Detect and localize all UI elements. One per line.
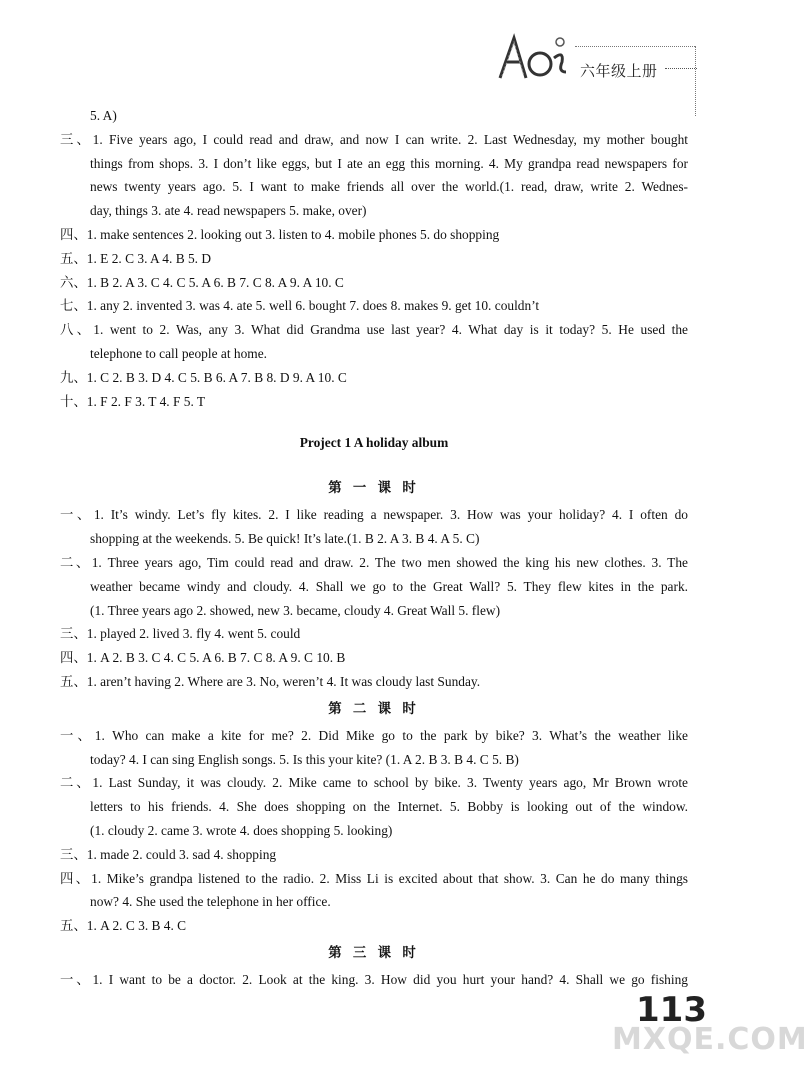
- answer-line: 三、1. Five years ago, I could read and draw, and now I can write. 2. Last Wednesday, my mother bought: [60, 131, 688, 147]
- answer-line: 一、1. It’s windy. Let’s fly kites. 2. I like reading a newspaper. 3. How was your holiday? 4. I often do: [60, 507, 688, 523]
- answer-line: letters to his friends. 4. She does shopping on the Internet. 5. Bobby is looking out of the window.: [90, 799, 688, 815]
- section-heading: 第 一 课 时: [328, 480, 420, 496]
- answer-line: today? 4. I can sing English songs. 5. Is this your kite? (1. A 2. B 3. B 4. C 5. B): [90, 751, 519, 767]
- answer-line: 一、1. Who can make a kite for me? 2. Did Mike go to the park by bike? 3. What’s the weather like: [60, 727, 688, 743]
- watermark: MXQE.COM: [612, 1022, 808, 1057]
- header-rule-top: [575, 46, 695, 47]
- answer-line: 二、1. Last Sunday, it was cloudy. 2. Mike came to school by bike. 3. Twenty years ago, Mr Brown wrote: [60, 775, 688, 791]
- answer-line: now? 4. She used the telephone in her office.: [90, 894, 331, 910]
- ace-logo-icon: [492, 32, 570, 84]
- answer-line: 二、1. Three years ago, Tim could read and draw. 2. The two men showed the king his new clothes. 3. The: [60, 554, 688, 570]
- answer-line: 八、1. went to 2. Was, any 3. What did Grandma use last year? 4. What day is it today? 5. He used the: [60, 322, 688, 338]
- answer-line: telephone to call people at home.: [90, 345, 267, 361]
- answer-line: 四、1. Mike’s grandpa listened to the radio. 2. Miss Li is excited about that show. 3. Can he do many things: [60, 870, 688, 886]
- answer-line: day, things 3. ate 4. read newspapers 5. make, over): [90, 203, 367, 219]
- answer-line: 5. A): [90, 108, 117, 123]
- answer-line: 一、1. I want to be a doctor. 2. Look at the king. 3. How did you hurt your hand? 4. Shall we go fishing: [60, 971, 688, 987]
- answer-line: 五、1. aren’t having 2. Where are 3. No, weren’t 4. It was cloudy last Sunday.: [60, 673, 481, 689]
- section-heading: Project 1 A holiday album: [299, 435, 449, 451]
- answer-line: 五、1. A 2. C 3. B 4. C: [60, 918, 187, 934]
- grade-label: 六年级上册: [580, 62, 658, 80]
- answer-line: things from shops. 3. I don’t like eggs, but I ate an egg this morning. 4. My grandpa read newspapers for: [90, 155, 688, 171]
- answer-line: 三、1. played 2. lived 3. fly 4. went 5. could: [60, 626, 301, 642]
- answer-line: 十、1. F 2. F 3. T 4. F 5. T: [60, 393, 206, 409]
- answer-line: 六、1. B 2. A 3. C 4. C 5. A 6. B 7. C 8. A 9. A 10. C: [60, 274, 344, 290]
- section-heading: 第 二 课 时: [328, 700, 420, 716]
- page-header: [480, 32, 720, 92]
- section-heading: 第 三 课 时: [328, 944, 420, 960]
- answer-line: 七、1. any 2. invented 3. was 4. ate 5. well 6. bought 7. does 8. makes 9. get 10. couldn’t: [60, 298, 540, 314]
- header-dots: [665, 68, 697, 69]
- answer-line: 九、1. C 2. B 3. D 4. C 5. B 6. A 7. B 8. D 9. A 10. C: [60, 369, 347, 385]
- page-number: 113: [636, 990, 707, 1030]
- answer-line: 五、1. E 2. C 3. A 4. B 5. D: [60, 250, 212, 266]
- answer-content: [60, 104, 688, 992]
- answer-line: 四、1. A 2. B 3. C 4. C 5. A 6. B 7. C 8. A 9. C 10. B: [60, 650, 346, 666]
- answer-line: weather became windy and cloudy. 4. Shall we go to the Great Wall? 5. They flew kites in the park.: [90, 578, 688, 594]
- answer-line: shopping at the weekends. 5. Be quick! It’s late.(1. B 2. A 3. B 4. A 5. C): [90, 531, 480, 547]
- answer-line: 三、1. made 2. could 3. sad 4. shopping: [60, 846, 277, 862]
- answer-line: (1. cloudy 2. came 3. wrote 4. does shopping 5. looking): [90, 822, 393, 838]
- header-rule-side: [695, 46, 696, 116]
- answer-line: (1. Three years ago 2. showed, new 3. became, cloudy 4. Great Wall 5. flew): [90, 602, 501, 618]
- answer-line: news twenty years ago. 5. I want to make friends all over the world.(1. read, draw, write 2. Wednes-: [90, 179, 688, 195]
- answer-line: 四、1. make sentences 2. looking out 3. listen to 4. mobile phones 5. do shopping: [60, 226, 500, 242]
